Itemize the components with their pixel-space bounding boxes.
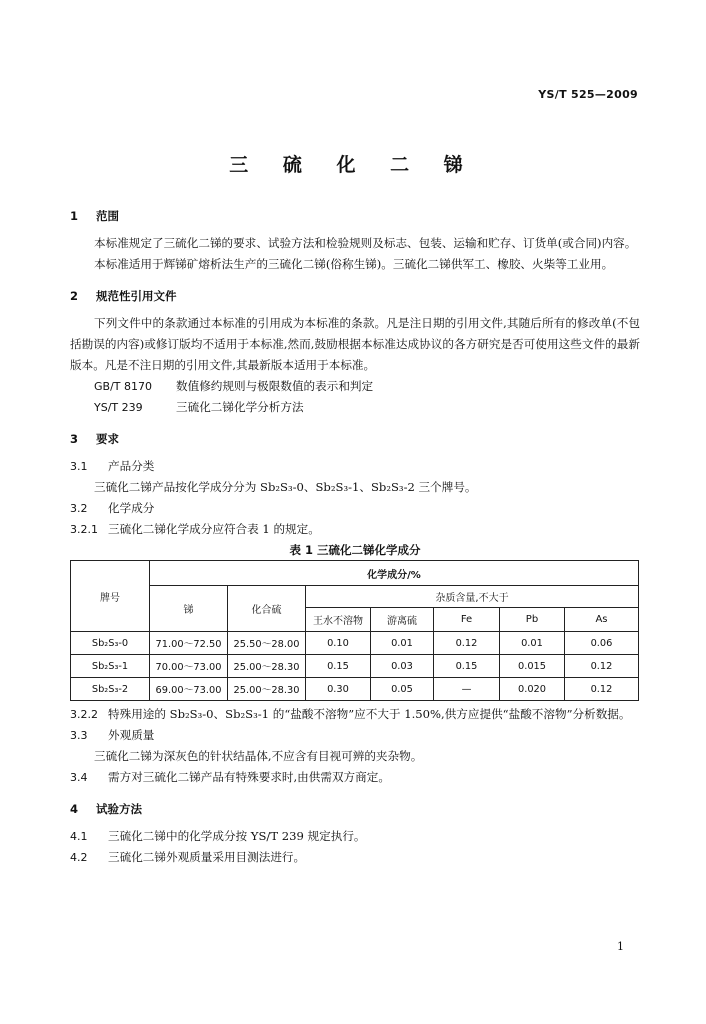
composition-table bbox=[70, 560, 639, 701]
reference-title: 数值修约规则与极限数值的表示和判定 bbox=[176, 379, 374, 393]
subsection-number: 3.4 bbox=[70, 771, 88, 784]
standard-code: YS/T 525—2009 bbox=[538, 88, 638, 101]
subsection-text: 需方对三硫化二锑产品有特殊要求时,由供需双方商定。 bbox=[108, 770, 390, 784]
cell-insoluble: 0.15 bbox=[306, 655, 371, 678]
subsection-3-2 bbox=[70, 498, 640, 519]
reference-title: 三硫化二锑化学分析方法 bbox=[176, 400, 304, 414]
header-free-sulfur: 游离硫 bbox=[371, 608, 434, 632]
subsection-title: 外观质量 bbox=[108, 728, 155, 742]
subsection-text: 三硫化二锑化学成分应符合表 1 的规定。 bbox=[108, 522, 320, 536]
table-row bbox=[71, 678, 639, 701]
subsection-number: 3.2 bbox=[70, 502, 88, 515]
section-2-number: 2 bbox=[70, 289, 79, 303]
document-body bbox=[70, 207, 640, 868]
section-1-paragraph-2: 本标准适用于辉锑矿熔析法生产的三硫化二锑(俗称生锑)。三硫化二锑供军工、橡胶、火柴等工业用。 bbox=[94, 257, 614, 271]
header-grade: 牌号 bbox=[71, 561, 150, 632]
header-composition: 化学成分/% bbox=[150, 561, 639, 586]
cell-insoluble: 0.30 bbox=[306, 678, 371, 701]
cell-free-s: 0.01 bbox=[371, 632, 434, 655]
cell-pb: 0.020 bbox=[500, 678, 565, 701]
subsection-number: 3.1 bbox=[70, 460, 88, 473]
section-2-heading bbox=[70, 287, 640, 305]
reference-item bbox=[70, 397, 640, 418]
header-as: As bbox=[565, 608, 639, 632]
cell-as: 0.12 bbox=[565, 655, 639, 678]
section-3-title: 要求 bbox=[96, 432, 119, 446]
cell-as: 0.06 bbox=[565, 632, 639, 655]
section-2-paragraph: 下列文件中的条款通过本标准的引用成为本标准的条款。凡是注日期的引用文件,其随后所有的修改单(不包括勘误的内容)或修订版均不适用于本标准,然而,鼓励根据本标准达成协议的各方研究是否可使用这些文件的最新版本。凡是不注日期的引用文件,其最新版本适用于本标准。 bbox=[70, 316, 640, 372]
cell-pb: 0.01 bbox=[500, 632, 565, 655]
reference-code: GB/T 8170 bbox=[94, 380, 152, 393]
subsection-number: 4.1 bbox=[70, 830, 88, 843]
cell-grade: Sb₂S₃-2 bbox=[71, 678, 150, 701]
cell-as: 0.12 bbox=[565, 678, 639, 701]
section-1-number: 1 bbox=[70, 209, 79, 223]
subsection-number: 3.3 bbox=[70, 729, 88, 742]
subsection-3-1 bbox=[70, 456, 640, 477]
subsection-number: 3.2.2 bbox=[70, 708, 98, 721]
subsection-3-2-1 bbox=[70, 519, 640, 540]
cell-sb: 70.00～73.00 bbox=[150, 655, 228, 678]
cell-s: 25.50～28.00 bbox=[228, 632, 306, 655]
subsection-3-2-2 bbox=[70, 704, 640, 725]
subsection-text: 特殊用途的 Sb₂S₃-0、Sb₂S₃-1 的“盐酸不溶物”应不大于 1.50%,供方应提供“盐酸不溶物”分析数据。 bbox=[108, 707, 631, 721]
cell-pb: 0.015 bbox=[500, 655, 565, 678]
section-4-heading bbox=[70, 800, 640, 818]
subsection-3-3 bbox=[70, 725, 640, 746]
cell-grade: Sb₂S₃-1 bbox=[71, 655, 150, 678]
section-4-number: 4 bbox=[70, 802, 79, 816]
cell-free-s: 0.03 bbox=[371, 655, 434, 678]
reference-item bbox=[70, 376, 640, 397]
section-1-heading bbox=[70, 207, 640, 225]
subsection-number: 3.2.1 bbox=[70, 523, 98, 536]
table-caption: 表 1 三硫化二锑化学成分 bbox=[289, 543, 421, 557]
header-aqua-regia-insoluble: 王水不溶物 bbox=[306, 608, 371, 632]
subsection-text: 三硫化二锑中的化学成分按 YS/T 239 规定执行。 bbox=[108, 829, 366, 843]
cell-s: 25.00～28.30 bbox=[228, 655, 306, 678]
document-title: 三 硫 化 二 锑 bbox=[229, 154, 477, 176]
cell-insoluble: 0.10 bbox=[306, 632, 371, 655]
section-1-title: 范围 bbox=[96, 209, 119, 223]
subsection-4-1 bbox=[70, 826, 640, 847]
header-fe: Fe bbox=[434, 608, 500, 632]
reference-code: YS/T 239 bbox=[94, 401, 143, 414]
subsection-title: 产品分类 bbox=[108, 459, 155, 473]
cell-fe: — bbox=[434, 678, 500, 701]
table-row bbox=[71, 655, 639, 678]
subsection-number: 4.2 bbox=[70, 851, 88, 864]
table-row bbox=[71, 632, 639, 655]
section-3-number: 3 bbox=[70, 432, 79, 446]
subsection-4-2 bbox=[70, 847, 640, 868]
subsection-title: 化学成分 bbox=[108, 501, 155, 515]
cell-sb: 71.00～72.50 bbox=[150, 632, 228, 655]
header-antimony: 锑 bbox=[150, 586, 228, 632]
cell-fe: 0.12 bbox=[434, 632, 500, 655]
subsection-3-4 bbox=[70, 767, 640, 788]
header-impurities: 杂质含量,不大于 bbox=[306, 586, 639, 608]
cell-free-s: 0.05 bbox=[371, 678, 434, 701]
section-3-heading bbox=[70, 430, 640, 448]
section-1-paragraph-1: 本标准规定了三硫化二锑的要求、试验方法和检验规则及标志、包装、运输和贮存、订货单(或合同)内容。 bbox=[94, 236, 637, 250]
page-number: 1 bbox=[617, 940, 624, 953]
header-pb: Pb bbox=[500, 608, 565, 632]
section-4-title: 试验方法 bbox=[96, 802, 142, 816]
cell-fe: 0.15 bbox=[434, 655, 500, 678]
subsection-3-1-text: 三硫化二锑产品按化学成分分为 Sb₂S₃-0、Sb₂S₃-1、Sb₂S₃-2 三个牌号。 bbox=[94, 480, 477, 494]
cell-grade: Sb₂S₃-0 bbox=[71, 632, 150, 655]
cell-s: 25.00～28.30 bbox=[228, 678, 306, 701]
section-2-title: 规范性引用文件 bbox=[96, 289, 177, 303]
header-combined-sulfur: 化合硫 bbox=[228, 586, 306, 632]
subsection-text: 三硫化二锑外观质量采用目测法进行。 bbox=[108, 850, 306, 864]
cell-sb: 69.00～73.00 bbox=[150, 678, 228, 701]
subsection-3-3-text: 三硫化二锑为深灰色的针状结晶体,不应含有目视可辨的夹杂物。 bbox=[94, 749, 423, 763]
